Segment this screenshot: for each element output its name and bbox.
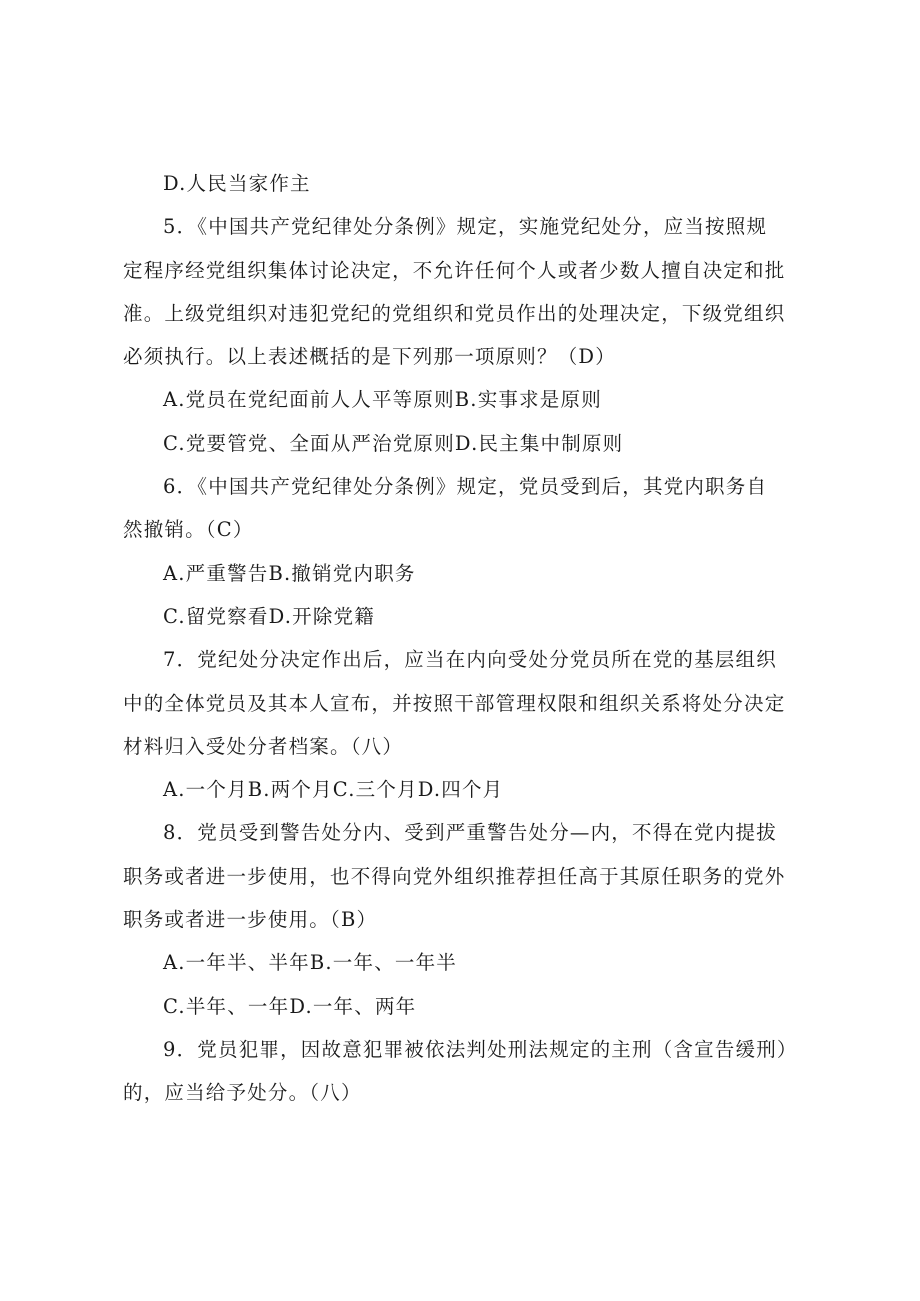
option-d-line: D.人民当家作主	[163, 172, 311, 195]
question-7-options-abcd: A.一个月B.两个月C.三个月D.四个月	[163, 778, 504, 802]
question-5-options-ab: A.党员在党纪面前人人平等原则B.实事求是原则	[163, 388, 602, 412]
option-line	[123, 162, 813, 205]
question-9-line-2: 的，应当给予处分。（八）	[123, 1081, 362, 1105]
question-8-options-ab: A.一年半、半年B.一年、一年半	[163, 951, 458, 975]
question-5-line-3: 准。上级党组织对违犯党纪的党组织和党员作出的处理决定，下级党组织	[123, 301, 786, 325]
question-5-line-1: 5．《中国共产党纪律处分条例》规定，实施党纪处分，应当按照规	[163, 215, 768, 239]
question-6-options	[123, 552, 813, 639]
question-6-options-cd: C.留党察看D.开除党籍	[163, 604, 375, 628]
question-9-line-1: 9．党员犯罪，因故意犯罪被依法判处刑法规定的主刑（含宣告缓刑）	[163, 1037, 798, 1061]
question-8-line-2: 职务或者进一步使用，也不得向党外组织推荐担任高于其原任职务的党外	[123, 864, 786, 888]
question-8-line-3: 职务或者进一步使用。（B）	[123, 908, 378, 932]
question-9	[123, 1028, 813, 1115]
question-8	[123, 811, 813, 941]
question-8-options	[123, 941, 813, 1028]
question-8-options-cd: C.半年、一年D.一年、两年	[163, 994, 417, 1018]
question-7	[123, 638, 813, 768]
question-5-options-cd: C.党要管党、全面从严治党原则D.民主集中制原则	[163, 431, 624, 455]
question-5	[123, 205, 813, 378]
question-8-line-1: 8．党员受到警告处分内、受到严重警告处分—内，不得在党内提拔	[163, 821, 777, 845]
question-7-line-3: 材料归入受处分者档案。（八）	[123, 734, 404, 758]
question-5-line-2: 定程序经党组织集体讨论决定，不允许任何个人或者少数人擅自决定和批	[123, 258, 786, 282]
question-6-options-ab: A.严重警告B.撤销党内职务	[163, 561, 416, 585]
question-6	[123, 465, 813, 552]
question-6-line-1: 6．《中国共产党纪律处分条例》规定，党员受到后，其党内职务自	[163, 475, 768, 499]
question-5-line-4: 必须执行。以上表述概括的是下列那一项原则？（D）	[123, 345, 616, 369]
question-7-options	[123, 768, 813, 811]
question-5-options	[123, 378, 813, 465]
question-6-line-2: 然撤销。（C）	[123, 518, 254, 542]
question-7-line-1: 7．党纪处分决定作出后，应当在内向受处分党员所在党的基层组织	[163, 648, 777, 672]
question-7-line-2: 中的全体党员及其本人宣布，并按照干部管理权限和组织关系将处分决定	[123, 691, 786, 715]
document-body	[123, 162, 813, 1115]
